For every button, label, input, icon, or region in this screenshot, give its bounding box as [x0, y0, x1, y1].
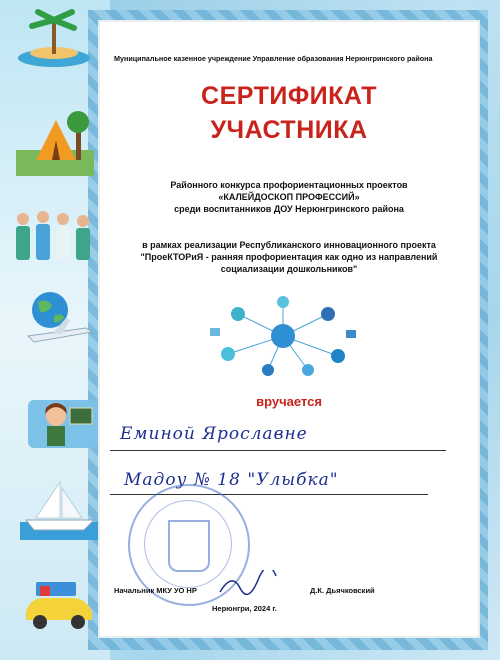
institution-name: Мадоу № 18 "Улыбка": [124, 470, 339, 490]
signature-icon: [218, 570, 278, 598]
place-date: Нерюнгри, 2024 г.: [212, 604, 277, 613]
awarded-label: вручается: [256, 394, 322, 409]
doctors-icon: [12, 206, 96, 268]
car-luggage-icon: [22, 578, 98, 632]
island-icon: [14, 6, 94, 70]
contest-line-1: Районного конкурса профориентационных проектов: [170, 180, 408, 190]
certificate-subtitle: УЧАСТНИКА: [210, 116, 368, 144]
globe-airplane-icon: [22, 288, 94, 348]
recipient-name: Еминой Ярославне: [120, 424, 308, 444]
certificate-title: СЕРТИФИКАТ: [201, 82, 377, 110]
project-line-1: в рамках реализации Республиканского инновационного проекта: [142, 240, 436, 250]
certificate-panel: [100, 22, 478, 636]
network-illustration-icon: [208, 294, 358, 378]
contest-line-3: среди воспитанников ДОУ Нерюнгринского района: [174, 204, 404, 214]
project-line-2: "ПроеКТОРиЯ - ранняя профориентация как одно из направлений: [140, 252, 438, 262]
project-line-3: социализации дошкольников": [220, 264, 358, 274]
signatory-name: Д.К. Дьячковский: [310, 586, 375, 595]
signatory-title: Начальник МКУ УО НР: [114, 586, 197, 595]
organization-header: Муниципальное казенное учреждение Управление образования Нерюнгринского района: [114, 54, 433, 63]
yacht-icon: [20, 478, 100, 540]
recipient-underline: [110, 450, 446, 451]
contest-line-2: «КАЛЕЙДОСКОП ПРОФЕССИЙ»: [218, 192, 360, 202]
tent-icon: [16, 110, 94, 176]
teacher-icon: [28, 396, 98, 452]
